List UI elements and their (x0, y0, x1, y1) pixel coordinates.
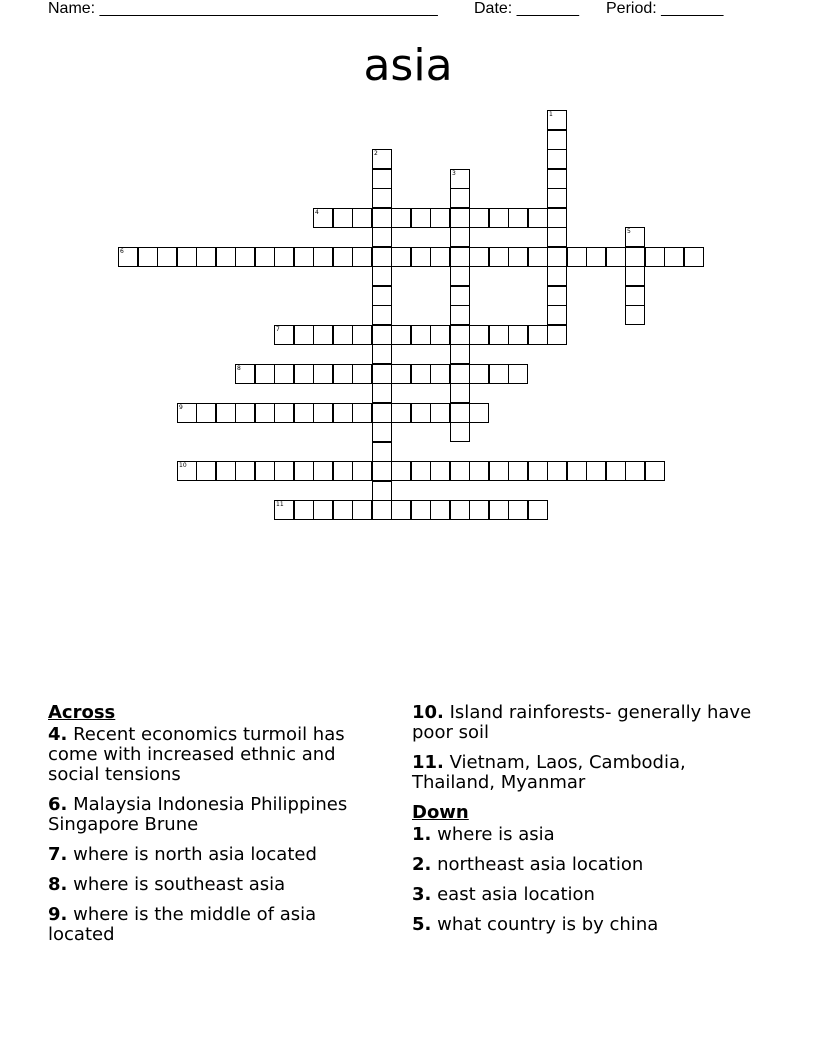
clue-text: Island rainforests- generally have poor soil (412, 702, 752, 743)
grid-cell[interactable] (489, 364, 509, 384)
grid-cell[interactable] (372, 208, 392, 228)
clue-text: Vietnam, Laos, Cambodia, Thailand, Myanmar (412, 752, 686, 793)
grid-cell[interactable] (450, 500, 470, 520)
grid-cell[interactable] (313, 208, 333, 228)
grid-cell[interactable] (430, 500, 450, 520)
grid-cell[interactable] (372, 169, 392, 189)
grid-cell[interactable] (430, 403, 450, 423)
grid-cell[interactable] (489, 325, 509, 345)
cell-number: 1 (549, 111, 553, 118)
grid-cell[interactable] (294, 364, 314, 384)
clue-down-1 (412, 825, 752, 845)
grid-cell[interactable] (469, 364, 489, 384)
grid-cell[interactable] (216, 247, 236, 267)
grid-cell[interactable] (294, 403, 314, 423)
grid-cell[interactable] (255, 461, 275, 481)
grid-cell[interactable] (606, 461, 626, 481)
grid-cell[interactable] (177, 247, 197, 267)
clue-number: 5. (412, 914, 432, 935)
grid-cell[interactable] (274, 325, 294, 345)
clue-text: northeast asia location (437, 854, 644, 875)
grid-cell[interactable] (177, 403, 197, 423)
grid-cell[interactable] (411, 208, 431, 228)
grid-cell[interactable] (391, 325, 411, 345)
grid-cell[interactable] (216, 461, 236, 481)
page-title: asia (363, 40, 453, 91)
grid-cell[interactable] (274, 500, 294, 520)
grid-cell[interactable] (391, 364, 411, 384)
grid-cell[interactable] (450, 325, 470, 345)
grid-cell[interactable] (625, 247, 645, 267)
grid-cell[interactable] (489, 500, 509, 520)
grid-cell[interactable] (645, 461, 665, 481)
clue-down-2 (412, 855, 752, 875)
grid-cell[interactable] (372, 325, 392, 345)
grid-cell[interactable] (411, 364, 431, 384)
grid-cell[interactable] (547, 227, 567, 247)
grid-cell[interactable] (352, 208, 372, 228)
grid-cell[interactable] (333, 247, 353, 267)
grid-cell[interactable] (391, 208, 411, 228)
clue-number: 7. (48, 844, 68, 865)
grid-cell[interactable] (313, 461, 333, 481)
clue-across-8 (48, 875, 378, 895)
grid-cell[interactable] (294, 500, 314, 520)
clue-number: 9. (48, 904, 68, 925)
grid-cell[interactable] (684, 247, 704, 267)
grid-cell[interactable] (547, 461, 567, 481)
grid-cell[interactable] (313, 325, 333, 345)
grid-cell[interactable] (372, 188, 392, 208)
grid-cell[interactable] (469, 500, 489, 520)
grid-cell[interactable] (450, 227, 470, 247)
grid-cell[interactable] (372, 227, 392, 247)
grid-cell[interactable] (450, 266, 470, 286)
grid-cell[interactable] (352, 461, 372, 481)
clue-down-3 (412, 885, 752, 905)
clue-number: 1. (412, 824, 432, 845)
grid-cell[interactable] (547, 110, 567, 130)
clue-across-11 (412, 753, 752, 793)
cell-number: 3 (452, 170, 456, 177)
grid-cell[interactable] (196, 461, 216, 481)
grid-cell[interactable] (294, 325, 314, 345)
grid-cell[interactable] (274, 247, 294, 267)
grid-cell[interactable] (547, 169, 567, 189)
clue-text: where is southeast asia (73, 874, 286, 895)
clue-number: 8. (48, 874, 68, 895)
period-field[interactable]: Period: _______ (606, 0, 724, 17)
grid-cell[interactable] (508, 461, 528, 481)
grid-cell[interactable] (625, 266, 645, 286)
grid-cell[interactable] (489, 461, 509, 481)
grid-cell[interactable] (430, 325, 450, 345)
grid-cell[interactable] (391, 500, 411, 520)
grid-cell[interactable] (391, 247, 411, 267)
grid-cell[interactable] (333, 461, 353, 481)
grid-cell[interactable] (274, 461, 294, 481)
grid-cell[interactable] (508, 247, 528, 267)
grid-cell[interactable] (547, 325, 567, 345)
grid-cell[interactable] (274, 403, 294, 423)
grid-cell[interactable] (430, 247, 450, 267)
down-heading: Down (412, 802, 469, 823)
grid-cell[interactable] (411, 500, 431, 520)
grid-cell[interactable] (294, 247, 314, 267)
grid-cell[interactable] (508, 208, 528, 228)
across-clues (48, 703, 378, 955)
grid-cell[interactable] (313, 500, 333, 520)
grid-cell[interactable] (118, 247, 138, 267)
grid-cell[interactable] (450, 461, 470, 481)
grid-cell[interactable] (274, 364, 294, 384)
grid-cell[interactable] (528, 247, 548, 267)
grid-cell[interactable] (430, 461, 450, 481)
grid-cell[interactable] (469, 461, 489, 481)
name-field[interactable]: Name: ______________________________________ (48, 0, 438, 17)
grid-cell[interactable] (450, 208, 470, 228)
grid-cell[interactable] (255, 364, 275, 384)
grid-cell[interactable] (469, 403, 489, 423)
grid-cell[interactable] (625, 305, 645, 325)
clue-text: east asia location (437, 884, 595, 905)
clue-number: 3. (412, 884, 432, 905)
grid-cell[interactable] (352, 364, 372, 384)
clue-text: where is north asia located (73, 844, 317, 865)
grid-cell[interactable] (547, 305, 567, 325)
grid-cell[interactable] (333, 403, 353, 423)
clue-text: where is the middle of asia located (48, 904, 317, 945)
grid-cell[interactable] (313, 247, 333, 267)
grid-cell[interactable] (372, 247, 392, 267)
grid-cell[interactable] (411, 461, 431, 481)
grid-cell[interactable] (528, 500, 548, 520)
grid-cell[interactable] (372, 344, 392, 364)
grid-cell[interactable] (567, 461, 587, 481)
grid-cell[interactable] (352, 325, 372, 345)
cell-number: 9 (179, 404, 183, 411)
grid-cell[interactable] (372, 422, 392, 442)
grid-cell[interactable] (508, 325, 528, 345)
grid-cell[interactable] (235, 364, 255, 384)
clue-across-7 (48, 845, 378, 865)
grid-cell[interactable] (625, 227, 645, 247)
grid-cell[interactable] (333, 364, 353, 384)
clue-across-10 (412, 703, 752, 743)
grid-cell[interactable] (450, 247, 470, 267)
grid-cell[interactable] (313, 403, 333, 423)
cell-number: 2 (374, 150, 378, 157)
grid-cell[interactable] (645, 247, 665, 267)
grid-cell[interactable] (489, 208, 509, 228)
grid-cell[interactable] (547, 266, 567, 286)
grid-cell[interactable] (469, 325, 489, 345)
grid-cell[interactable] (450, 422, 470, 442)
grid-cell[interactable] (547, 247, 567, 267)
grid-cell[interactable] (391, 403, 411, 423)
clue-text: Malaysia Indonesia Philippines Singapore Brune (48, 794, 348, 835)
grid-cell[interactable] (313, 364, 333, 384)
grid-cell[interactable] (235, 247, 255, 267)
grid-cell[interactable] (664, 247, 684, 267)
grid-cell[interactable] (333, 500, 353, 520)
grid-cell[interactable] (547, 208, 567, 228)
grid-cell[interactable] (333, 208, 353, 228)
grid-cell[interactable] (411, 325, 431, 345)
grid-cell[interactable] (450, 344, 470, 364)
grid-cell[interactable] (372, 403, 392, 423)
grid-cell[interactable] (547, 149, 567, 169)
grid-cell[interactable] (333, 325, 353, 345)
clue-number: 4. (48, 724, 68, 745)
cell-number: 8 (237, 365, 241, 372)
grid-cell[interactable] (372, 442, 392, 462)
grid-cell[interactable] (294, 461, 314, 481)
cell-number: 4 (315, 209, 319, 216)
grid-cell[interactable] (547, 188, 567, 208)
grid-cell[interactable] (138, 247, 158, 267)
grid-cell[interactable] (177, 461, 197, 481)
grid-cell[interactable] (255, 403, 275, 423)
clue-number: 10. (412, 702, 444, 723)
clue-across-9 (48, 905, 378, 945)
clue-number: 11. (412, 752, 444, 773)
grid-cell[interactable] (216, 403, 236, 423)
grid-cell[interactable] (157, 247, 177, 267)
grid-cell[interactable] (391, 461, 411, 481)
clue-number: 2. (412, 854, 432, 875)
grid-cell[interactable] (450, 169, 470, 189)
grid-cell[interactable] (352, 247, 372, 267)
cell-number: 10 (179, 462, 187, 469)
grid-cell[interactable] (430, 208, 450, 228)
grid-cell[interactable] (372, 286, 392, 306)
clue-text: Recent economics turmoil has come with increased ethnic and social tensions (48, 724, 345, 785)
grid-cell[interactable] (196, 247, 216, 267)
grid-cell[interactable] (625, 461, 645, 481)
grid-cell[interactable] (255, 247, 275, 267)
grid-cell[interactable] (450, 383, 470, 403)
grid-cell[interactable] (450, 364, 470, 384)
grid-cell[interactable] (586, 461, 606, 481)
grid-cell[interactable] (352, 500, 372, 520)
cell-number: 6 (120, 248, 124, 255)
clue-text: where is asia (437, 824, 555, 845)
grid-cell[interactable] (352, 403, 372, 423)
grid-cell[interactable] (586, 247, 606, 267)
cell-number: 5 (627, 228, 631, 235)
grid-cell[interactable] (450, 403, 470, 423)
grid-cell[interactable] (508, 364, 528, 384)
grid-cell[interactable] (372, 149, 392, 169)
cell-number: 11 (276, 501, 284, 508)
grid-cell[interactable] (528, 208, 548, 228)
grid-cell[interactable] (372, 481, 392, 501)
grid-cell[interactable] (489, 247, 509, 267)
grid-cell[interactable] (469, 208, 489, 228)
clue-across-6 (48, 795, 378, 835)
grid-cell[interactable] (469, 247, 489, 267)
grid-cell[interactable] (450, 286, 470, 306)
grid-cell[interactable] (372, 305, 392, 325)
grid-cell[interactable] (528, 461, 548, 481)
date-field[interactable]: Date: _______ (474, 0, 579, 17)
clue-down-5 (412, 915, 752, 935)
clue-across-4 (48, 725, 378, 785)
grid-cell[interactable] (528, 325, 548, 345)
grid-cell[interactable] (547, 130, 567, 150)
grid-cell[interactable] (372, 461, 392, 481)
cell-number: 7 (276, 326, 280, 333)
grid-cell[interactable] (372, 383, 392, 403)
clue-text: what country is by china (437, 914, 659, 935)
grid-cell[interactable] (450, 305, 470, 325)
grid-cell[interactable] (450, 188, 470, 208)
clue-number: 6. (48, 794, 68, 815)
grid-cell[interactable] (411, 403, 431, 423)
grid-cell[interactable] (625, 286, 645, 306)
across-heading: Across (48, 702, 116, 723)
grid-cell[interactable] (606, 247, 626, 267)
grid-cell[interactable] (235, 461, 255, 481)
more-clues (412, 703, 752, 945)
grid-cell[interactable] (196, 403, 216, 423)
grid-cell[interactable] (567, 247, 587, 267)
grid-cell[interactable] (411, 247, 431, 267)
grid-cell[interactable] (508, 500, 528, 520)
grid-cell[interactable] (372, 500, 392, 520)
grid-cell[interactable] (372, 364, 392, 384)
grid-cell[interactable] (547, 286, 567, 306)
grid-cell[interactable] (430, 364, 450, 384)
grid-cell[interactable] (235, 403, 255, 423)
grid-cell[interactable] (372, 266, 392, 286)
